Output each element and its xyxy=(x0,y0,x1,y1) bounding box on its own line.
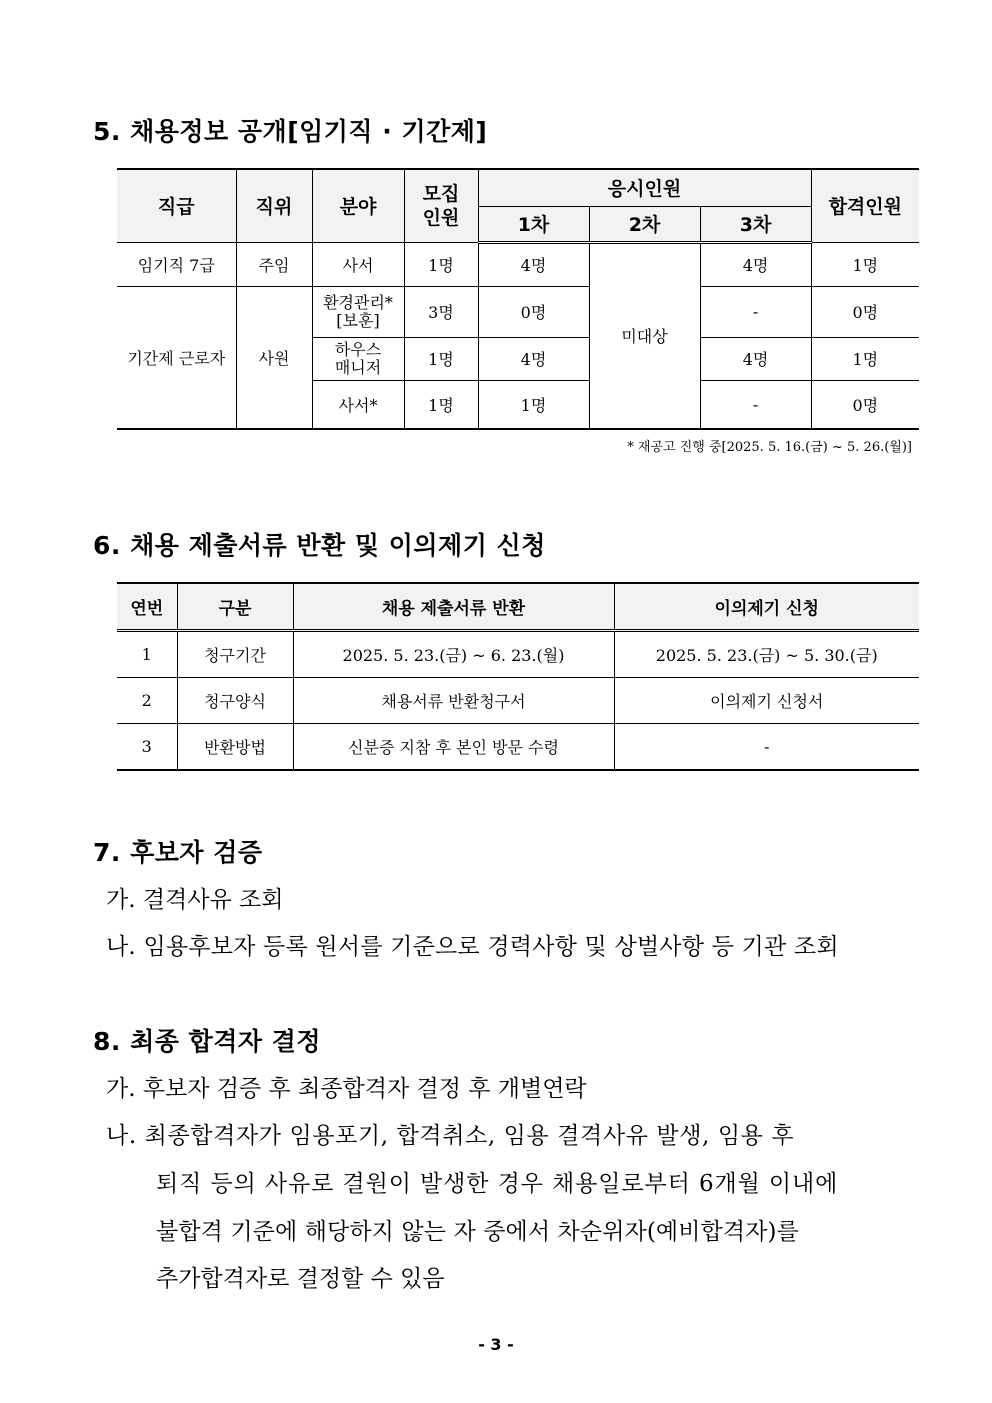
section-6-title: 6. 채용 제출서류 반환 및 이의제기 신청 xyxy=(93,531,546,560)
document-return-table xyxy=(117,582,919,771)
cell-round-3: - xyxy=(700,380,811,429)
cell-round-3: - xyxy=(700,286,811,337)
cell-field: 사서 xyxy=(312,242,404,286)
sec8-item-2-line-3: 불합격 기준에 해당하지 않는 자 중에서 차순위자(예비합격자)를 xyxy=(156,1219,799,1245)
header-position: 직위 xyxy=(236,169,312,242)
table-row xyxy=(117,242,919,286)
cell-pass: 1명 xyxy=(811,337,919,380)
section-8-title: 8. 최종 합격자 결정 xyxy=(93,1027,322,1056)
cell-grade: 임기직 7급 xyxy=(117,242,236,286)
header-pass-count: 합격인원 xyxy=(811,169,919,242)
sec8-item-2-line-4: 추가합격자로 결정할 수 있음 xyxy=(156,1266,445,1292)
header-document-return: 채용 제출서류 반환 xyxy=(293,583,614,631)
header-number: 연번 xyxy=(117,583,177,631)
cell-recruit: 3명 xyxy=(404,286,478,337)
recruitment-info-table xyxy=(117,168,919,430)
sec8-item-1: 가. 후보자 검증 후 최종합격자 결정 후 개별연락 xyxy=(106,1076,587,1102)
cell-appeal: - xyxy=(614,724,919,771)
sec8-item-2-line-1: 나. 최종합격자가 임용포기, 합격취소, 임용 결격사유 발생, 임용 후 xyxy=(106,1123,795,1149)
cell-round-2-merged: 미대상 xyxy=(589,242,700,429)
cell-round-3: 4명 xyxy=(700,337,811,380)
cell-field: 사서* xyxy=(312,380,404,429)
cell-round-1: 4명 xyxy=(478,242,589,286)
table-row xyxy=(117,286,919,337)
cell-appeal: 2025. 5. 23.(금) ~ 5. 30.(금) xyxy=(614,631,919,678)
page-number: - 3 - xyxy=(478,1335,514,1354)
cell-return: 신분증 지참 후 본인 방문 수령 xyxy=(293,724,614,771)
cell-number: 2 xyxy=(117,678,177,724)
cell-position-staff: 사원 xyxy=(236,286,312,429)
sec7-item-1: 가. 결격사유 조회 xyxy=(106,887,284,913)
sec7-item-2: 나. 임용후보자 등록 원서를 기준으로 경력사항 및 상벌사항 등 기관 조회 xyxy=(106,934,839,960)
cell-number: 3 xyxy=(117,724,177,771)
cell-appeal: 이의제기 신청서 xyxy=(614,678,919,724)
header-round-3: 3차 xyxy=(700,206,811,242)
cell-field: 환경관리* [보훈] xyxy=(312,286,404,337)
cell-recruit: 1명 xyxy=(404,242,478,286)
header-appeal: 이의제기 신청 xyxy=(614,583,919,631)
table-row xyxy=(117,631,919,678)
cell-round-1: 0명 xyxy=(478,286,589,337)
header-round-2: 2차 xyxy=(589,206,700,242)
table-row xyxy=(117,724,919,771)
table-row xyxy=(117,678,919,724)
header-category: 구분 xyxy=(177,583,293,631)
cell-pass: 0명 xyxy=(811,286,919,337)
section-7-title: 7. 후보자 검증 xyxy=(93,838,263,867)
header-field: 분야 xyxy=(312,169,404,242)
cell-recruit: 1명 xyxy=(404,380,478,429)
cell-category: 청구양식 xyxy=(177,678,293,724)
cell-recruit: 1명 xyxy=(404,337,478,380)
cell-return: 2025. 5. 23.(금) ~ 6. 23.(월) xyxy=(293,631,614,678)
rerecruit-note: * 재공고 진행 중[2025. 5. 16.(금) ~ 5. 26.(월)] xyxy=(627,440,912,455)
header-grade: 직급 xyxy=(117,169,236,242)
cell-field: 하우스 매니저 xyxy=(312,337,404,380)
cell-pass: 1명 xyxy=(811,242,919,286)
sec8-item-2-line-2: 퇴직 등의 사유로 결원이 발생한 경우 채용일로부터 6개월 이내에 xyxy=(156,1171,839,1197)
cell-grade-contract: 기간제 근로자 xyxy=(117,286,236,429)
cell-number: 1 xyxy=(117,631,177,678)
cell-position: 주임 xyxy=(236,242,312,286)
cell-category: 반환방법 xyxy=(177,724,293,771)
cell-round-1: 4명 xyxy=(478,337,589,380)
cell-pass: 0명 xyxy=(811,380,919,429)
header-recruit-count: 모집 인원 xyxy=(404,169,478,242)
cell-round-3: 4명 xyxy=(700,242,811,286)
cell-round-1: 1명 xyxy=(478,380,589,429)
section-5-title: 5. 채용정보 공개[임기직 · 기간제] xyxy=(93,117,488,146)
header-applicants: 응시인원 xyxy=(478,169,811,206)
cell-return: 채용서류 반환청구서 xyxy=(293,678,614,724)
header-round-1: 1차 xyxy=(478,206,589,242)
cell-category: 청구기간 xyxy=(177,631,293,678)
